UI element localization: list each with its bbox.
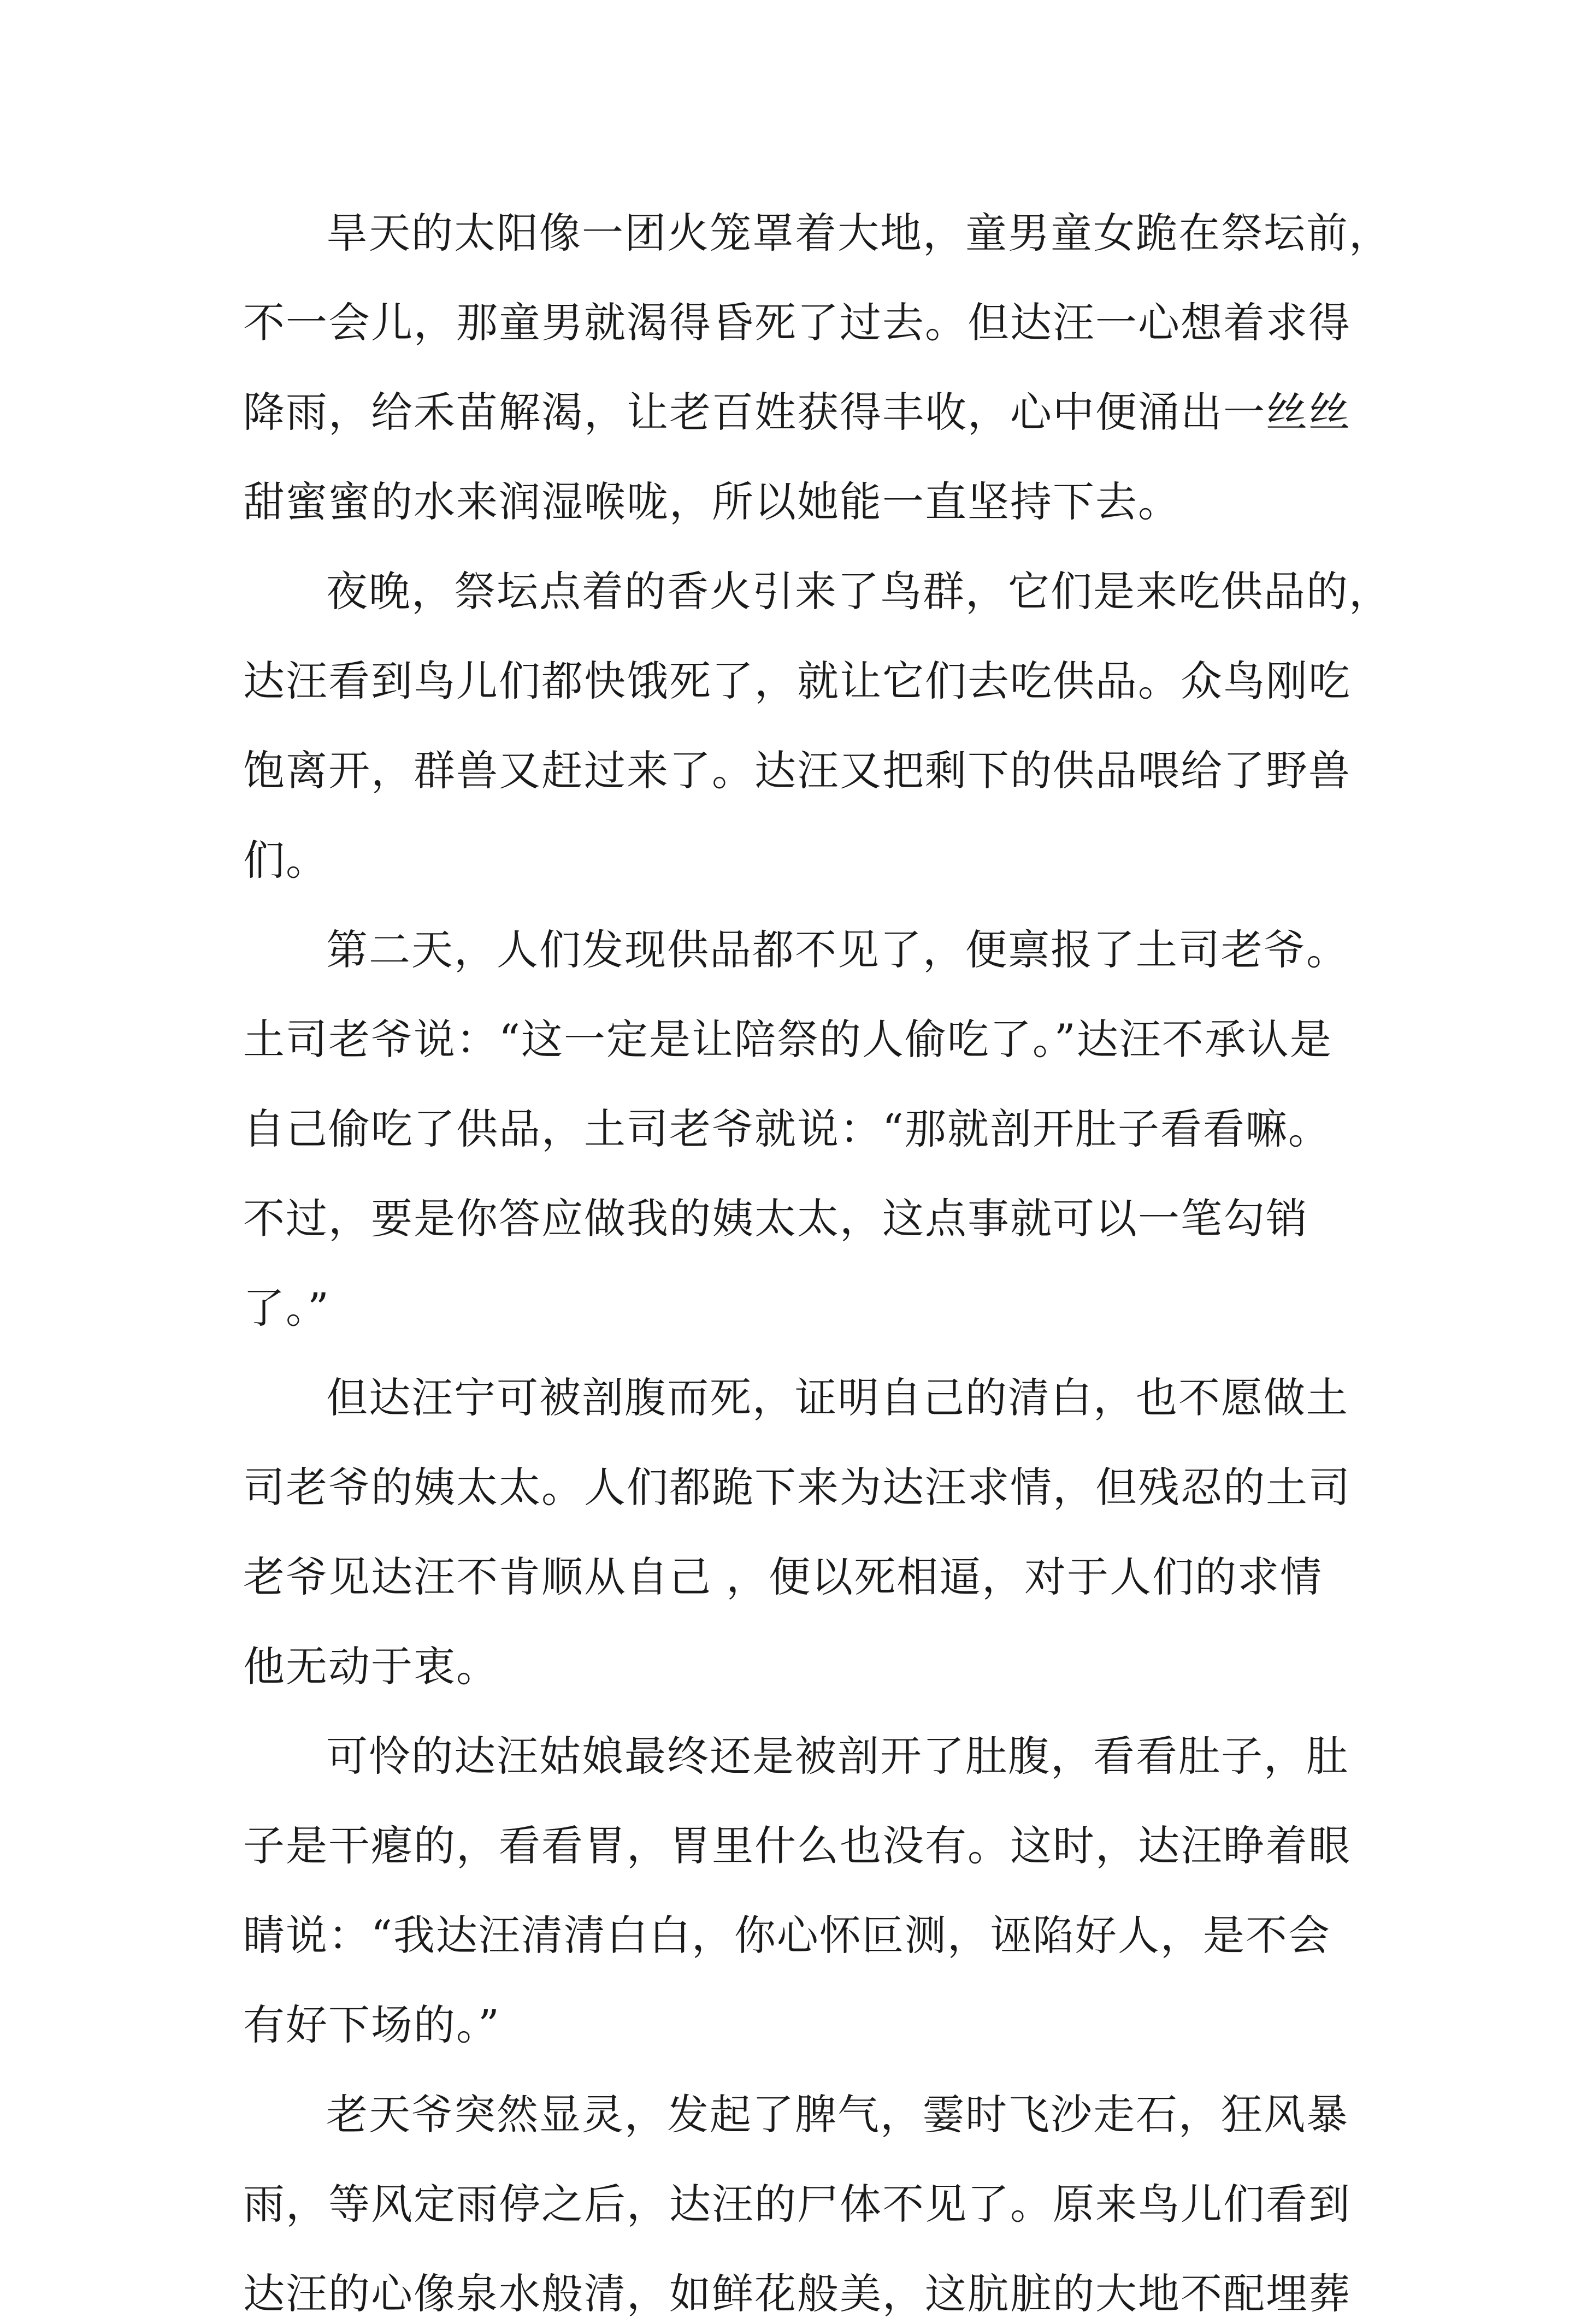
text-line: 有好下场的。” [243, 2001, 500, 2049]
text-line: 老爷见达汪不肯顺从自己 ，便以死相逼，对于人们的求情 [243, 1553, 1323, 1601]
text-line: 司老爷的姨太太。人们都跪下来为达汪求情，但残忍的土司 [243, 1463, 1351, 1512]
text-line: 土司老爷说：“这一定是让陪祭的人偷吃了。”达汪不承认是 [243, 1015, 1332, 1064]
text-line: 雨，等风定雨停之后，达汪的尸体不见了。原来鸟儿们看到 [243, 2180, 1351, 2228]
text-line: 饱离开，群兽又赶过来了。达汪又把剩下的供品喂给了野兽 [243, 746, 1351, 795]
text-line: 睛说：“我达汪清清白白，你心怀叵测，诬陷好人，是不会 [243, 1911, 1331, 1960]
text-line: 达汪看到鸟儿们都快饿死了，就让它们去吃供品。众鸟刚吃 [243, 657, 1351, 705]
text-line: 降雨，给禾苗解渴，让老百姓获得丰收，心中便涌出一丝丝 [243, 388, 1351, 437]
text-line: 子是干瘪的，看看胃，胃里什么也没有。这时，达汪睁着眼 [243, 1821, 1351, 1870]
text-line: 可怜的达汪姑娘最终还是被剖开了肚腹，看看肚子，肚 [326, 1732, 1349, 1780]
text-line: 不一会儿，那童男就渴得昏死了过去。但达汪一心想着求得 [243, 298, 1351, 347]
text-line: 他无动于衷。 [243, 1642, 499, 1691]
text-line: 甜蜜蜜的水来润湿喉咙，所以她能一直坚持下去。 [243, 477, 1181, 526]
text-line: 们。 [243, 836, 328, 884]
text-line: 不过，要是你答应做我的姨太太，这点事就可以一笔勾销 [243, 1194, 1308, 1243]
text-line: 但达汪宁可被剖腹而死，证明自己的清白，也不愿做土 [326, 1373, 1349, 1422]
text-line: 第二天，人们发现供品都不见了，便禀报了土司老爷。 [326, 925, 1349, 974]
text-line: 旱天的太阳像一团火笼罩着大地，童男童女跪在祭坛前， [326, 209, 1391, 257]
text-line: 了。” [243, 1284, 330, 1332]
text-line: 达汪的心像泉水般清，如鲜花般美，这肮脏的大地不配埋葬 [243, 2269, 1351, 2318]
text-line: 夜晚，祭坛点着的香火引来了鸟群，它们是来吃供品的， [326, 567, 1391, 616]
text-line: 自己偷吃了供品，土司老爷就说：“那就剖开肚子看看嘛。 [243, 1105, 1331, 1153]
text-line: 老天爷突然显灵，发起了脾气，霎时飞沙走石，狂风暴 [326, 2090, 1349, 2139]
